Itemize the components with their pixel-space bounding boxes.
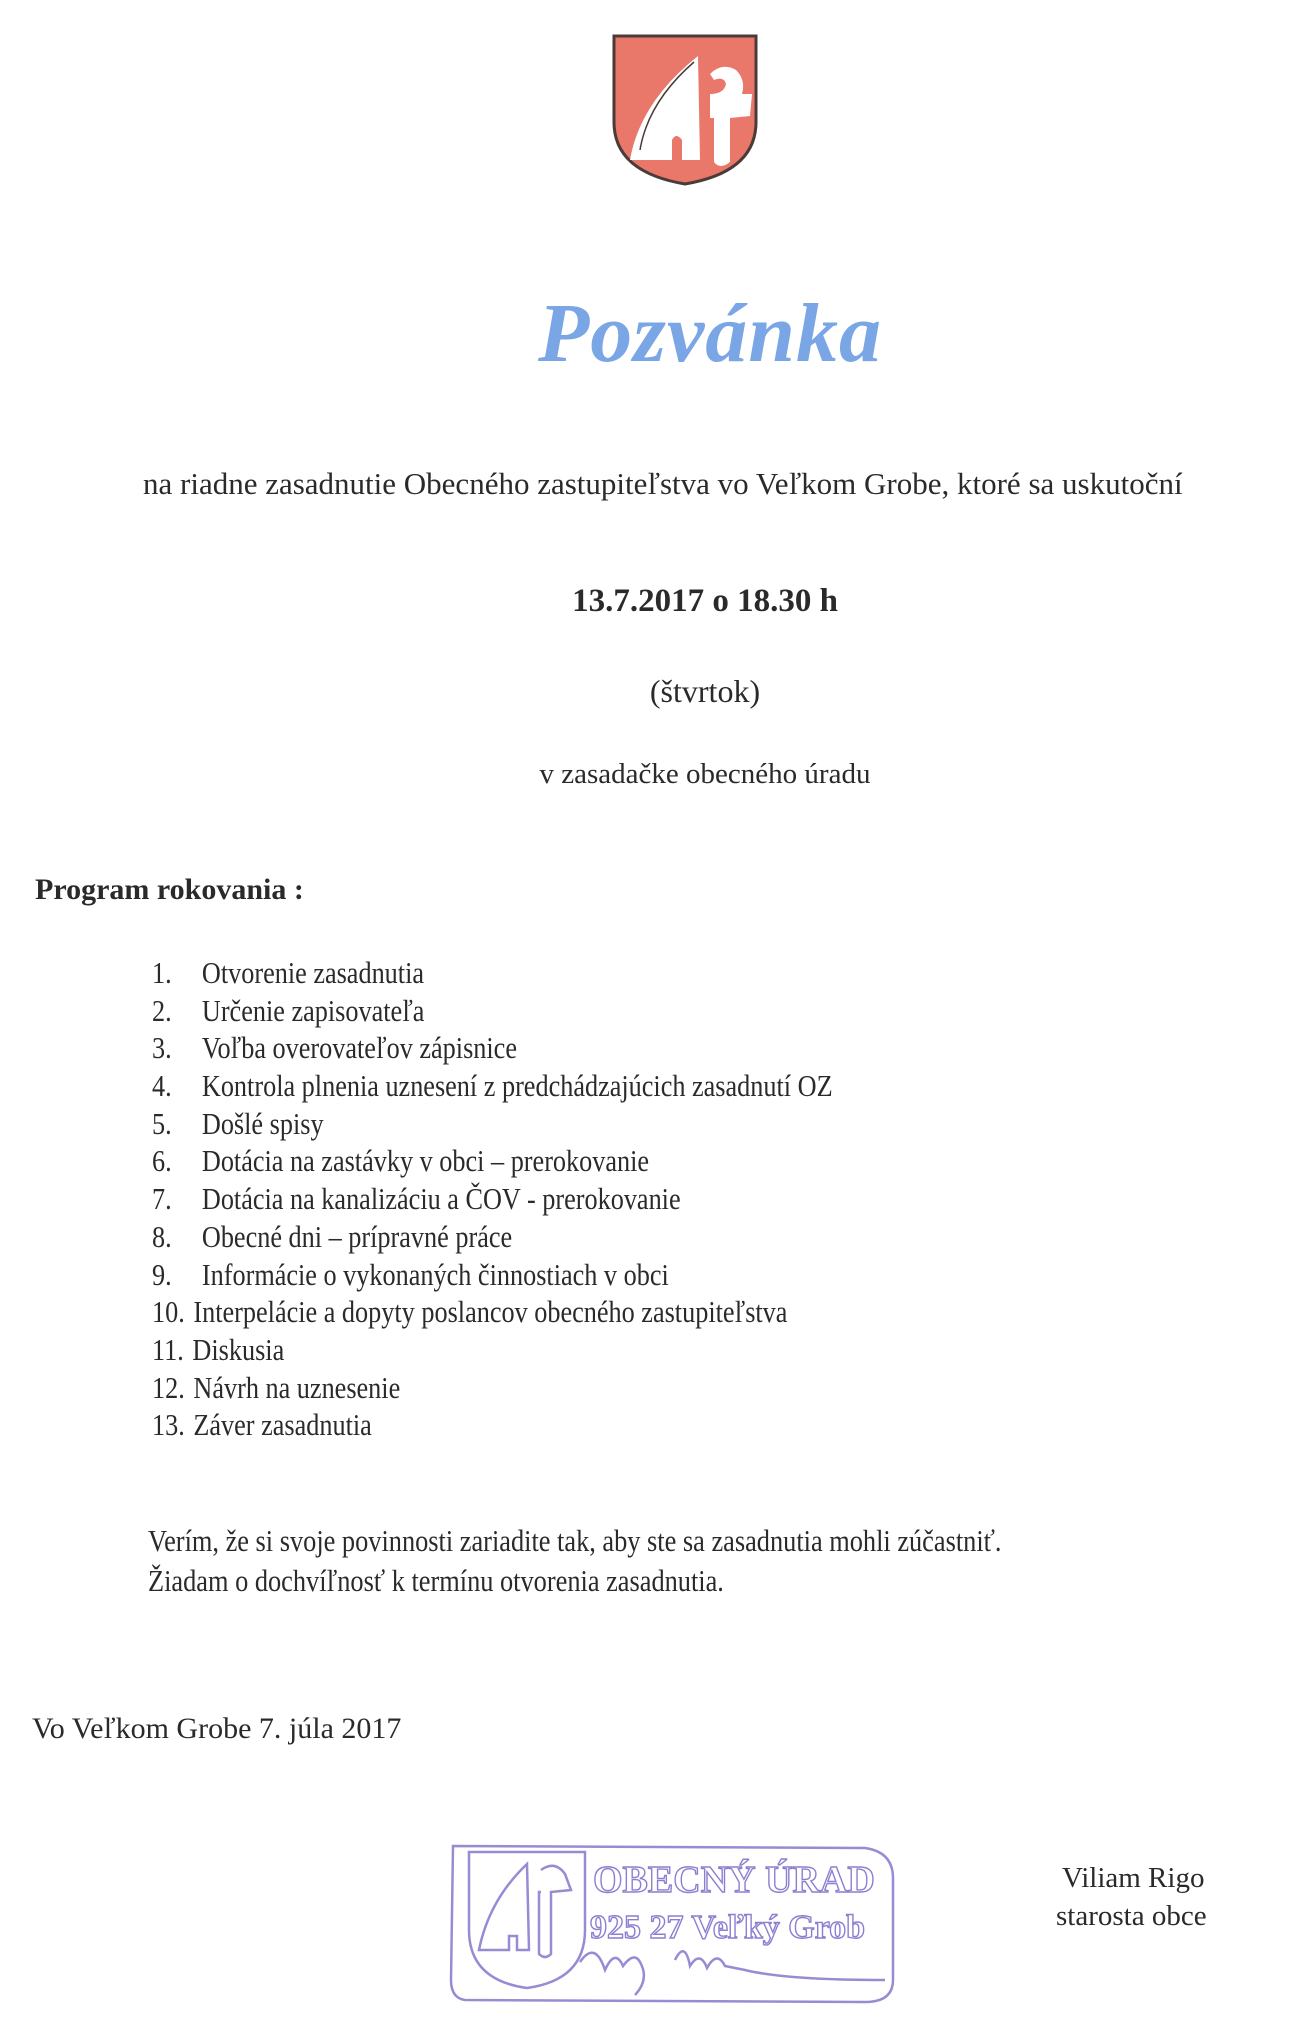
agenda-list (152, 955, 943, 1445)
agenda-item-text: Návrh na uznesenie (193, 1370, 401, 1405)
agenda-item-number: 12. (152, 1370, 185, 1405)
agenda-item-text: Otvorenie zasadnutia (201, 956, 425, 990)
agenda-item-text: Záver zasadnutia (193, 1408, 372, 1443)
agenda-item (152, 1219, 833, 1257)
agenda-item-number: 3. (152, 1031, 172, 1066)
stamp-office-name: OBECNÝ ÚRAD (593, 1859, 875, 1901)
agenda-item (152, 1370, 833, 1408)
agenda-item-number: 6. (152, 1144, 172, 1179)
document-title: Pozvánka (538, 287, 882, 380)
agenda-item (152, 955, 833, 993)
agenda-item-number: 7. (152, 1182, 172, 1217)
agenda-item-text: Diskusia (192, 1332, 285, 1367)
agenda-item-text: Voľba overovateľov zápisnice (201, 1031, 517, 1066)
agenda-item-number: 13. (152, 1408, 185, 1443)
agenda-item-number: 9. (152, 1257, 172, 1292)
agenda-item (152, 1407, 833, 1445)
signer-role: starosta obce (1056, 1900, 1207, 1932)
agenda-item-text: Dotácia na zastávky v obci – prerokovanie (201, 1144, 650, 1179)
agenda-item (152, 1030, 833, 1068)
agenda-item (152, 1332, 833, 1370)
agenda-item (152, 993, 833, 1031)
agenda-item (152, 1068, 833, 1106)
agenda-item-number: 4. (152, 1069, 172, 1104)
closing-line-1: Verím, že si svoje povinnosti zariadite tak, aby ste sa zasadnutia mohli zúčastniť. (148, 1523, 1002, 1558)
agenda-item-text: Došlé spisy (201, 1106, 324, 1141)
closing-paragraph (148, 1521, 1001, 1601)
official-stamp-icon (445, 1830, 900, 2010)
agenda-item-number: 1. (152, 956, 172, 990)
meeting-venue: v zasadačke obecného úradu (539, 758, 871, 790)
coat-of-arms-icon (610, 22, 760, 187)
agenda-item-number: 2. (152, 993, 172, 1028)
agenda-item (152, 1143, 833, 1181)
place-and-date: Vo Veľkom Grobe 7. júla 2017 (32, 1712, 402, 1745)
program-heading: Program rokovania : (35, 873, 304, 906)
closing-line-2: Žiadam o dochvíľnosť k termínu otvorenia zasadnutia. (148, 1563, 724, 1598)
stamp-address: 925 27 Veľký Grob (590, 1909, 866, 1946)
meeting-weekday: (štvrtok) (649, 673, 761, 709)
agenda-item-number: 5. (152, 1106, 172, 1141)
agenda-item-text: Kontrola plnenia uznesení z predchádzajúcich zasadnutí OZ (201, 1069, 833, 1104)
agenda-item-text: Určenie zapisovateľa (201, 993, 425, 1028)
agenda-item-text: Obecné dni – prípravné práce (201, 1219, 513, 1254)
agenda-item-number: 10. (152, 1295, 185, 1330)
agenda-item (152, 1181, 833, 1219)
agenda-item-number: 8. (152, 1219, 172, 1254)
signer-name: Viliam Rigo (1062, 1862, 1205, 1894)
meeting-datetime: 13.7.2017 o 18.30 h (572, 583, 838, 619)
agenda-item (152, 1106, 833, 1144)
agenda-item-text: Interpelácie a dopyty poslancov obecného zastupiteľstva (193, 1295, 788, 1330)
agenda-item (152, 1294, 833, 1332)
agenda-item-text: Informácie o vykonaných činnostiach v obci (201, 1257, 669, 1292)
agenda-item-text: Dotácia na kanalizáciu a ČOV - prerokovanie (201, 1182, 681, 1217)
agenda-item (152, 1257, 833, 1295)
invitation-intro: na riadne zasadnutie Obecného zastupiteľstva vo Veľkom Grobe, ktoré sa uskutoční (143, 466, 1183, 501)
agenda-item-number: 11. (152, 1332, 184, 1367)
